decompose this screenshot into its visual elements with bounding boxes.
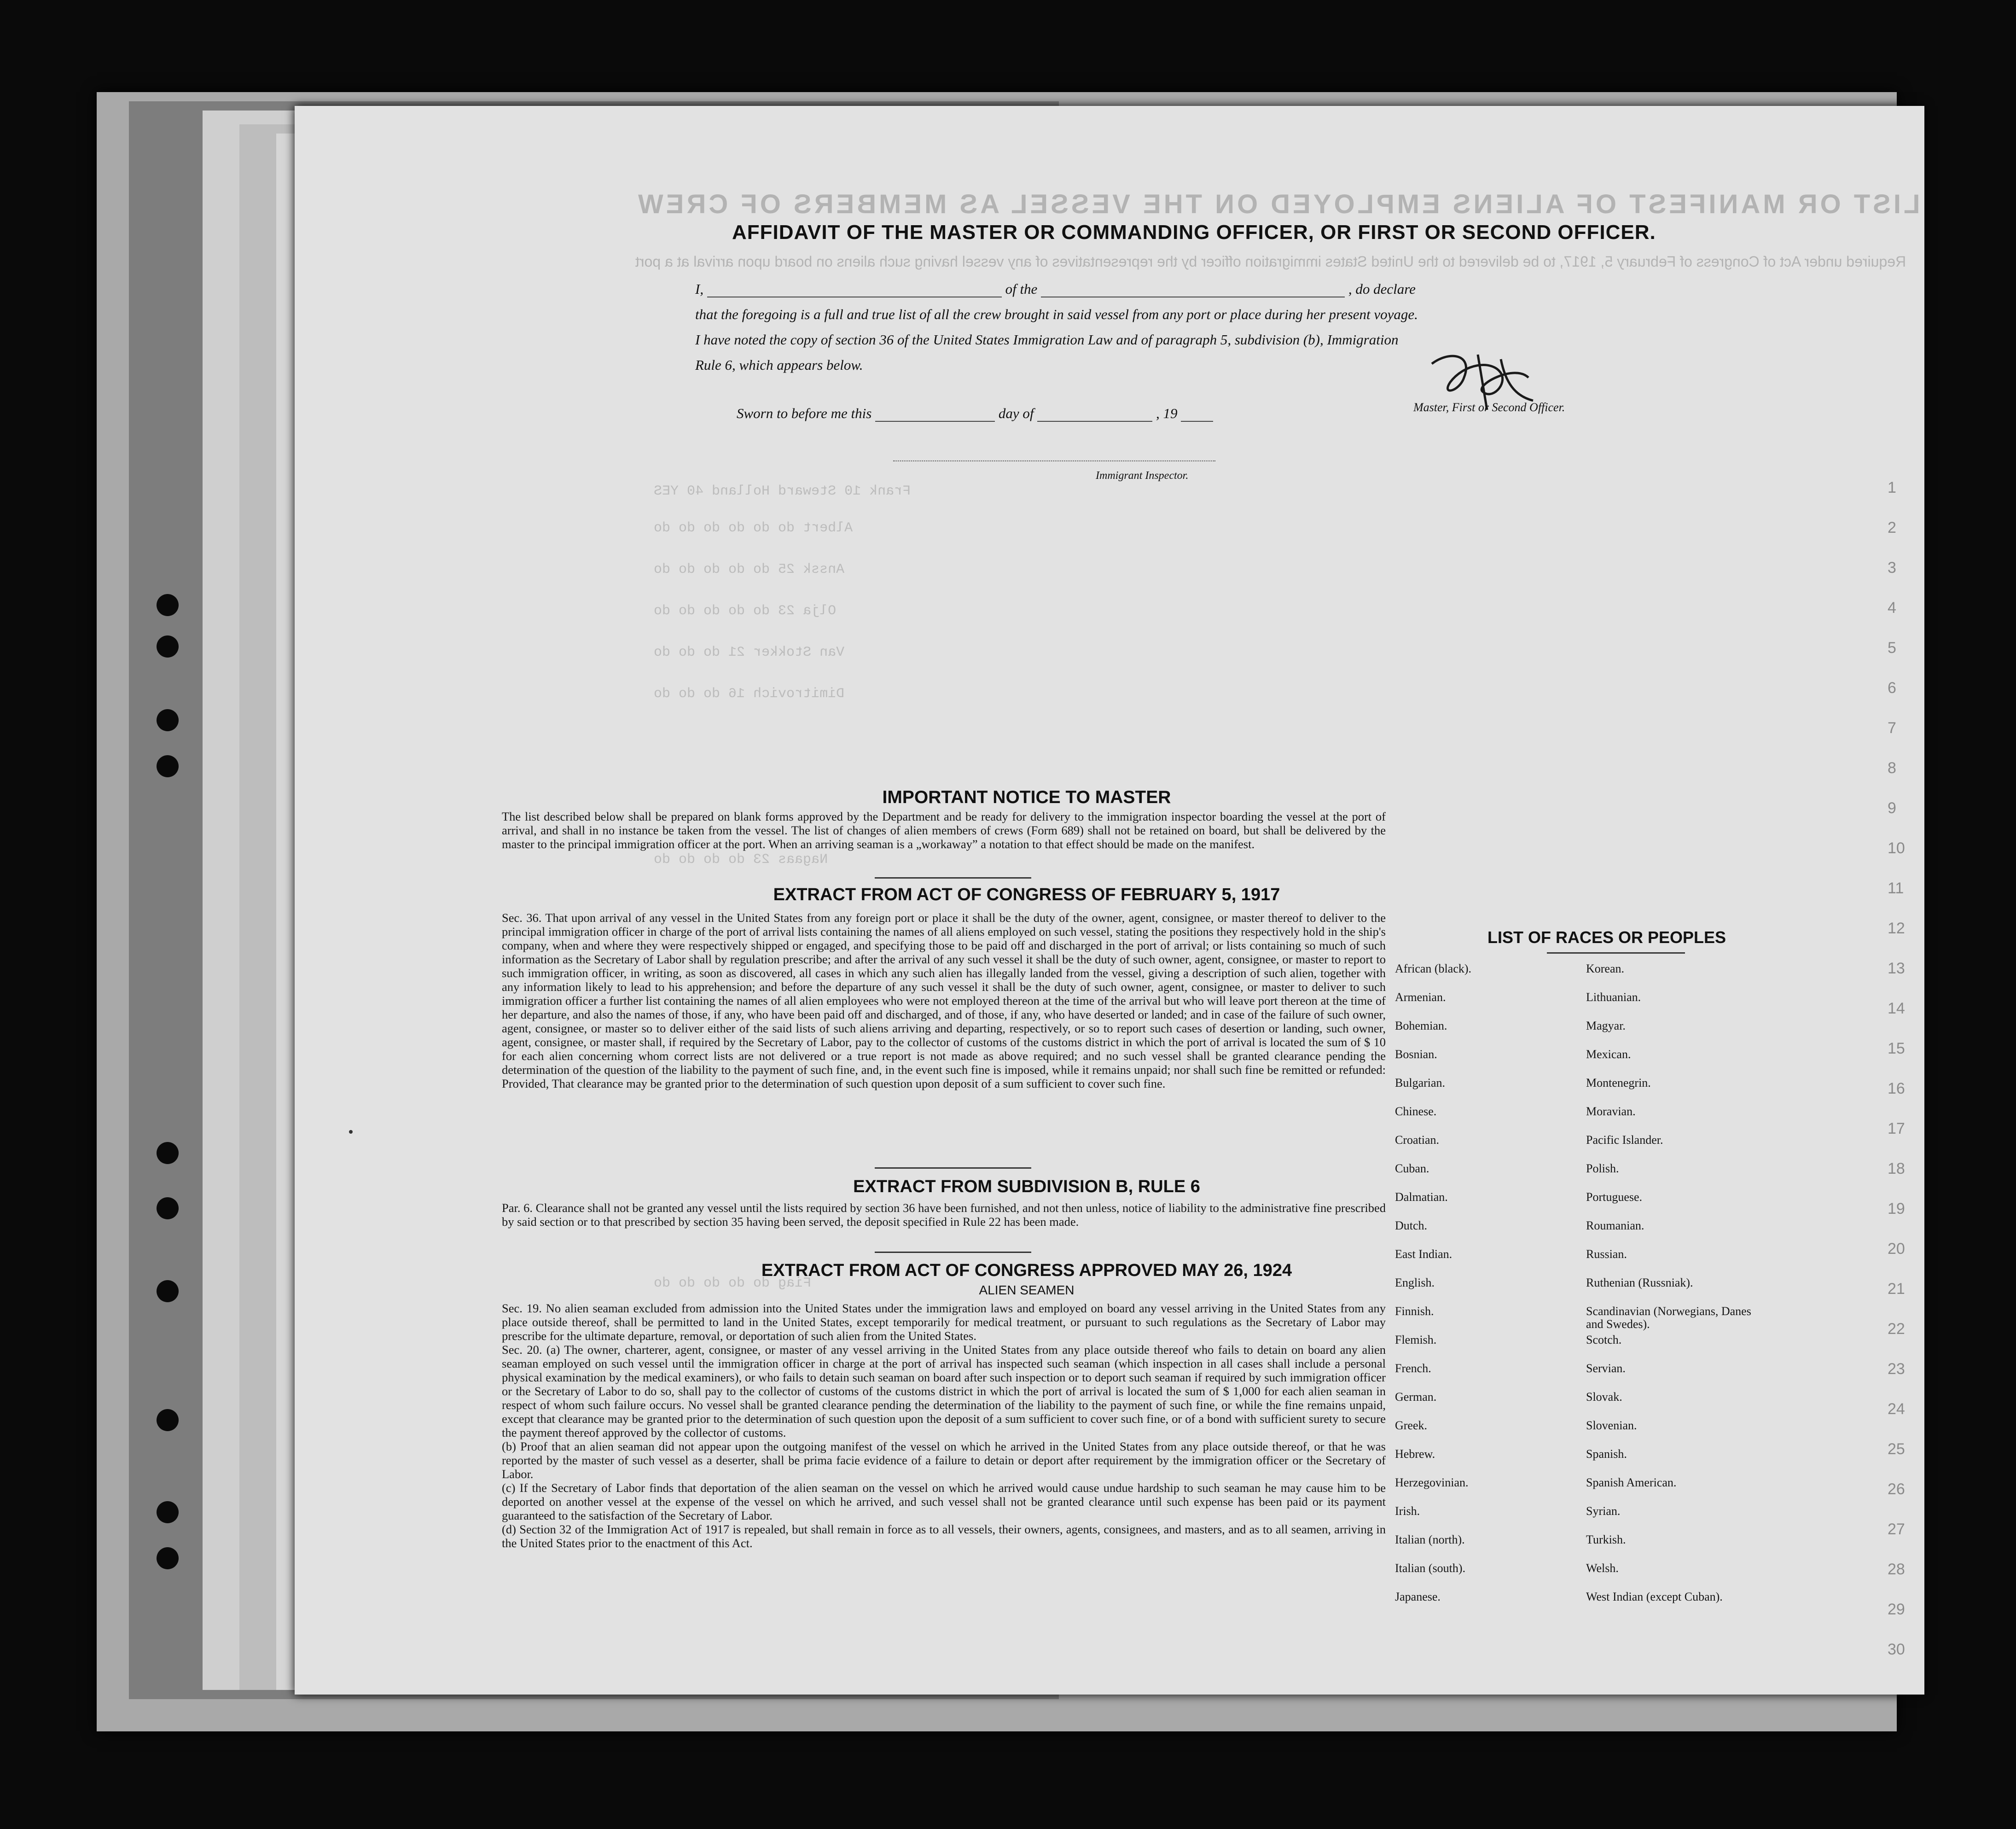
race-item: Herzegovinian. bbox=[1395, 1476, 1469, 1489]
row-number: 29 bbox=[1888, 1601, 1905, 1618]
row-number: 24 bbox=[1888, 1400, 1905, 1418]
document-page: LIST OR MANIFEST OF ALIENS EMPLOYED ON THE VESSEL AS MEMBERS OF CREW Required under Act of Congress of February 5, 1917, to be delivered to the United States immigration officer by the representatives of any vessel having such aliens on board upon arrival at a port Frank 10 Steward Holland 40 YES Albert do do do do do do Anssk 25 do do do do do Olja 23 do do do do do Van Stokker 21 do do do Dimitrovich 16 do do do Nagaas 23 do do do do Fiag do do do do do 1 2 3 4 5 6 7 8 9 10 11 12 13 14 15 16 17 18 19 20 21 22 23 24 25 26 27 28 29 30 AFFIDAVIT OF THE MASTER OR COMMANDING OFFICER, OR FIRST OR SECOND OFFICER. I, of the , do declare that the foregoing is a full and true list of all the crew brought in said vessel from any port or place during her present voyage. I have noted the copy of section 36 of the United States Immigration Law and of paragraph 5, subdivision (b), Immigration Rule 6, which appears below. Sworn to before me this day of , 19 Master, First or Second Officer. Immigrant Inspector. IMPORTANT NOTICE TO MASTER The list described below shall be prepared on blank forms approved by the Department and be ready for delivery to the immigration inspector boarding the vessel at the port of arrival, and shall in no instance be taken from the vessel. The list of changes of alien members of crews (Form 689) shall not be retained on board, but shall be delivered by the master to the principal immigration officer at the port. When an arriving seaman is a „workaway” a notation to that effect should be made on the manifest. EXTRACT FROM ACT OF CONGRESS OF FEBRUARY 5, 1917 Sec. 36. That upon arrival of any vessel in the United States from any foreign port or place it shall be the duty of the owner, agent, consignee, or master thereof to deliver to the principal immigration officer in charge of the port of arrival lists containing the names of all aliens employed on such vessel, stating the positions they respectively hold in the ship's company, when and where they were respectively shipped or engaged, and specifying those to be paid off and discharged in the port of arrival; or lists containing so much of such information as the Secretary of Labor shall by regulation prescribe; and after the arrival of any such vessel it shall be the duty of such owner, agent, consignee, or master to report to such immigration officer, in writing, as soon as discovered, all cases in which any such alien has illegally landed from the vessel, giving a description of such alien, together with any information likely to lead to his apprehension; and before the departure of any such vessel it shall be the duty of such owner, agent, consignee, or master to deliver to such immigration officer a further list containing the names of all alien employees who were not employed thereon at the time of the arrival but who will leave port thereon at the time of her departure, and also the names of those, if any, who have been paid off and discharged, and of those, if any, who have deserted or landed; and in case of the failure of such owner, agent, consignee, or master so to deliver either of the said lists of such aliens arriving and departing, respectively, or so to report such cases of desertion or landing, such owner, agent, consignee, or master shall, if required by the Secretary of Labor, pay to the collector of customs of the customs district in which the port of arrival is located the sum of $ 10 for each alien concerning whom correct lists are not delivered or a true report is not made as above required; and no such vessel shall be granted clearance pending the determination of the question of the liability to the payment of such fine, and, in the event such fine is imposed, while it remains unpaid; nor shall such fine be remitted or refunded: Provided, That clearance may be granted prior to the determination of such question upon deposit of a sum sufficient to cover such fine. EXTRACT FROM SUBDIVISION B, RULE 6 Par. 6. Clearance shall not be granted any vessel until the lists required by section 36 have been furnished, and not then unless, notice of liability to the administrative fine prescribed by said section or to that prescribed by section 35 having been served, the deposit specified in Rule 22 has been made. EXTRACT FROM ACT OF CONGRESS APPROVED MAY 26, 1924 ALIEN SEAMEN Sec. 19. No alien seaman excluded from admission into the United States under the immigration laws and employed on board any vessel arriving in the United States from any place outside thereof, shall be permitted to land in the United States, except temporarily for medical treatment, or pursuant to such regulations as the Secretary of Labor may prescribe for the ultimate departure, removal, or deportation of such alien from the United States. Sec. 20. (a) The owner, charterer, agent, consignee, or master of any vessel arriving in the United States from any place outside thereof who fails to detain on board any alien seaman employed on such vessel until the immigration officer in charge at the port of arrival has inspected such seaman (which inspection in all cases shall include a personal physical examination by the medical examiners), or who fails to detain such seaman on board after such inspection or to deport such seaman if required by such immigration officer or the Secretary of Labor to do so, shall pay to the collector of customs of the customs district in which the port of arrival is located the sum of $ 1,000 for each alien seaman in respect of whom such failure occurs. No vessel shall be granted clearance pending the determination of the liability to the payment of such fine, or while the fine remains unpaid, except that clearance may be granted prior to the determination of such question upon the deposit of a sum sufficient to cover such fine, or of a bond with sufficient surety to secure the payment thereof approved by the collector of customs. (b) Proof that an alien seaman did not appear upon the outgoing manifest of the vessel on which he arrived in the United States from any place outside thereof, or that he was reported by the master of such vessel as a deserter, shall be prima facie evidence of a failure to detain or deport after requirement by the immigration officer or the Secretary of Labor. (c) If the Secretary of Labor finds that deportation of the alien seaman on the vessel on which he arrived would cause undue hardship to such seaman he may cause him to be deported on another vessel at the expense of the vessel on which he arrived, and such vessel shall not be granted clearance until such expense has been paid or its payment guaranteed to the satisfaction of the Secretary of Labor. (d) Section 32 of the Immigration Act of 1917 is repealed, but shall remain in force as to all vessels, their owners, agents, consignees, and masters, and as to all seamen, arriving in the United States prior to the enactment of this Act. LIST OF RACES OR PEOPLES African (black). Armenian. Bohemian. Bosnian. Bulgarian. Chinese. Croatian. Cuban. Dalmatian. Dutch. East Indian. English. Finnish. Flemish. French. German. Greek. Hebrew. Herzegovinian. Irish. Italian (north). Italian (south). Japanese. Korean. Lithuanian. Magyar. Mexican. Montenegrin. Moravian. Pacific Islander. Polish. Portuguese. Roumanian. Russian. Ruthenian (Russniak). Scandinavian (Norwegians, Danes and Swedes). Scotch. Servian. Slovak. Slovenian. Spanish. Spanish American. Syrian. Turkish. Welsh. West Indian (except Cuban). bbox=[295, 106, 1924, 1695]
punch-hole bbox=[157, 594, 179, 616]
affidavit-declare: , do declare bbox=[1348, 281, 1416, 297]
row-number: 3 bbox=[1888, 559, 1896, 577]
race-item: Chinese. bbox=[1395, 1105, 1437, 1118]
sworn-prefix: Sworn to before me this bbox=[737, 405, 872, 421]
row-number: 15 bbox=[1888, 1040, 1905, 1057]
affidavit-line-3: I have noted the copy of section 36 of the United States Immigration Law and of paragraph 5, subdivision (b), Immigration bbox=[695, 332, 1399, 348]
year-blank[interactable] bbox=[1181, 421, 1213, 422]
race-item: Flemish. bbox=[1395, 1333, 1437, 1346]
notice-title: IMPORTANT NOTICE TO MASTER bbox=[882, 787, 1171, 807]
race-item: Moravian. bbox=[1586, 1105, 1636, 1118]
row-number: 9 bbox=[1888, 799, 1896, 817]
row-number: 26 bbox=[1888, 1480, 1905, 1498]
extract-1924-title: EXTRACT FROM ACT OF CONGRESS APPROVED MAY 26, 1924 bbox=[761, 1261, 1292, 1280]
race-item: Pacific Islander. bbox=[1586, 1133, 1663, 1147]
row-number: 25 bbox=[1888, 1440, 1905, 1458]
row-number: 1 bbox=[1888, 479, 1896, 496]
race-item: Croatian. bbox=[1395, 1133, 1440, 1147]
punch-hole bbox=[157, 709, 179, 731]
row-number: 16 bbox=[1888, 1080, 1905, 1097]
punch-hole bbox=[157, 1409, 179, 1431]
race-item: Scotch. bbox=[1586, 1333, 1622, 1346]
race-item: Welsh. bbox=[1586, 1561, 1619, 1575]
race-item: Polish. bbox=[1586, 1162, 1619, 1175]
sec-20a: Sec. 20. (a) The owner, charterer, agent, consignee, or master of any vessel arriving in the United States from any place outside thereof who fails to detain on board any alien seaman employed on such vessel until the immigration officer in charge at the port of arrival has inspected such seaman (which inspection in all cases shall include a personal physical examination by the medical examiners), or who fails to detain such seaman on board after such inspection or to deport such seaman if required by such immigration officer or the Secretary of Labor to do so, shall pay to the collector of customs of the customs district in which the port of arrival is located the sum of $ 1,000 for each alien seaman in respect of whom such failure occurs. No vessel shall be granted clearance pending the determination of the liability to the payment of such fine, or while the fine remains unpaid, except that clearance may be granted prior to the determination of such question upon the deposit of a sum sufficient to cover such fine, or of a bond with sufficient surety to secure the payment thereof approved by the collector of customs. bbox=[502, 1343, 1386, 1439]
row-number: 28 bbox=[1888, 1561, 1905, 1578]
race-item: Turkish. bbox=[1586, 1533, 1626, 1546]
divider bbox=[875, 1252, 1031, 1253]
race-item: Lithuanian. bbox=[1586, 990, 1641, 1004]
row-number: 22 bbox=[1888, 1320, 1905, 1338]
race-item: Bosnian. bbox=[1395, 1048, 1437, 1061]
race-item: Bohemian. bbox=[1395, 1019, 1447, 1032]
extract-1924-body bbox=[502, 1301, 1386, 1550]
row-number: 27 bbox=[1888, 1520, 1905, 1538]
sec-20d: (d) Section 32 of the Immigration Act of 1917 is repealed, but shall remain in force as to all vessels, their owners, agents, consignees, and masters, and as to all seamen, arriving in the United States prior to the enactment of this Act. bbox=[502, 1522, 1386, 1550]
race-item: Korean. bbox=[1586, 962, 1625, 975]
row-number: 7 bbox=[1888, 719, 1896, 737]
race-item: Dutch. bbox=[1395, 1219, 1428, 1232]
punch-hole bbox=[157, 1197, 179, 1219]
race-item: Irish. bbox=[1395, 1504, 1420, 1518]
race-item: Syrian. bbox=[1586, 1504, 1621, 1518]
race-item: Slovak. bbox=[1586, 1390, 1622, 1404]
divider bbox=[875, 877, 1031, 879]
sec-20b: (b) Proof that an alien seaman did not appear upon the outgoing manifest of the vessel on which he arrived in the United States from any place outside thereof, or that he was reported by the master of such vessel as a deserter, shall be prima facie evidence of a failure to detain or deport after requirement by the immigration officer or the Secretary of Labor. bbox=[502, 1439, 1386, 1481]
row-number: 6 bbox=[1888, 679, 1896, 697]
race-item: Italian (north). bbox=[1395, 1533, 1465, 1546]
race-item: Spanish American. bbox=[1586, 1476, 1677, 1489]
divider bbox=[1547, 952, 1685, 954]
race-item: Italian (south). bbox=[1395, 1561, 1466, 1575]
row-number: 4 bbox=[1888, 599, 1896, 617]
row-number: 20 bbox=[1888, 1240, 1905, 1258]
month-blank[interactable] bbox=[1037, 421, 1152, 422]
race-item: East Indian. bbox=[1395, 1247, 1452, 1261]
day-blank[interactable] bbox=[875, 421, 995, 422]
row-number: 14 bbox=[1888, 1000, 1905, 1017]
affidavit-title: AFFIDAVIT OF THE MASTER OR COMMANDING OFFICER, OR FIRST OR SECOND OFFICER. bbox=[732, 221, 1656, 244]
sec-20c: (c) If the Secretary of Labor finds that deportation of the alien seaman on the vessel on which he arrived would cause undue hardship to such seaman he may cause him to be deported on another vessel at the expense of the vessel on which he arrived, and such vessel shall not be granted clearance until such expense has been paid or its payment guaranteed to the satisfaction of the Secretary of Labor. bbox=[502, 1481, 1386, 1522]
punch-hole bbox=[157, 1501, 179, 1523]
extract-1924-subtitle: ALIEN SEAMEN bbox=[979, 1283, 1075, 1297]
race-item: Slovenian. bbox=[1586, 1419, 1637, 1432]
affidavit-of-the: of the bbox=[1005, 281, 1038, 297]
race-item: Hebrew. bbox=[1395, 1447, 1435, 1461]
row-number: 2 bbox=[1888, 519, 1896, 536]
extract-rule6-title: EXTRACT FROM SUBDIVISION B, RULE 6 bbox=[853, 1177, 1200, 1196]
race-item: Scandinavian (Norwegians, Danes and Swedes). bbox=[1586, 1305, 1751, 1331]
row-number: 18 bbox=[1888, 1160, 1905, 1177]
race-item: Ruthenian (Russniak). bbox=[1586, 1276, 1693, 1289]
row-number: 13 bbox=[1888, 960, 1905, 977]
row-number: 23 bbox=[1888, 1360, 1905, 1378]
divider bbox=[875, 1167, 1031, 1169]
row-number: 11 bbox=[1888, 880, 1904, 897]
extract-1917-body: Sec. 36. That upon arrival of any vessel in the United States from any foreign port or place it shall be the duty of the owner, agent, consignee, or master thereof to deliver to the principal immigration officer in charge of the port of arrival lists containing the names of all aliens employed on such vessel, stating the positions they respectively hold in the ship's company, when and where they were respectively shipped or engaged, and specifying those to be paid off and discharged in the port of arrival; or lists containing so much of such information as the Secretary of Labor shall by regulation prescribe; and after the arrival of any such vessel it shall be the duty of such owner, agent, consignee, or master to report to such immigration officer, in writing, as soon as discovered, all cases in which any such alien has illegally landed from the vessel, giving a description of such alien, together with any information likely to lead to his apprehension; and before the departure of any such vessel it shall be the duty of such owner, agent, consignee, or master to deliver to such immigration officer a further list containing the names of all alien employees who were not employed thereon at the time of the arrival but who will leave port thereon at the time of her departure, and also the names of those, if any, who have been paid off and discharged, and of those, if any, who have deserted or landed; and in case of the failure of such owner, agent, consignee, or master so to deliver either of the said lists of such aliens arriving and departing, respectively, or so to report such cases of desertion or landing, such owner, agent, consignee, or master shall, if required by the Secretary of Labor, pay to the collector of customs of the customs district in which the port of arrival is located the sum of $ 10 for each alien concerning whom correct lists are not delivered or a true report is not made as above required; and no such vessel shall be granted clearance pending the determination of the question of the liability to the payment of such fine, and, in the event such fine is imposed, while it remains unpaid; nor shall such fine be remitted or refunded: Provided, That clearance may be granted prior to the determination of such question upon deposit of a sum sufficient to cover such fine. bbox=[502, 911, 1386, 1090]
punch-hole bbox=[157, 1547, 179, 1569]
sworn-line bbox=[737, 405, 1213, 422]
notice-body: The list described below shall be prepared on blank forms approved by the Department and be ready for delivery to the immigration inspector boarding the vessel at the port of arrival, and shall in no instance be taken from the vessel. The list of changes of alien members of crews (Form 689) shall not be retained on board, but shall be delivered by the master to the principal immigration officer at the port. When an arriving seaman is a „workaway” a notation to that effect should be made on the manifest. bbox=[502, 810, 1386, 851]
affidavit-line-2: that the foregoing is a full and true list of all the crew brought in said vessel from any port or place during her present voyage. bbox=[695, 306, 1418, 322]
sworn-day: day of bbox=[998, 405, 1034, 421]
bleed-through-title: LIST OR MANIFEST OF ALIENS EMPLOYED ON THE VESSEL AS MEMBERS OF CREW bbox=[635, 189, 1920, 219]
race-item: Montenegrin. bbox=[1586, 1076, 1651, 1089]
race-item: Portuguese. bbox=[1586, 1190, 1643, 1204]
row-number: 30 bbox=[1888, 1641, 1905, 1658]
race-item: Finnish. bbox=[1395, 1305, 1434, 1318]
inspector-label: Immigrant Inspector. bbox=[1096, 470, 1189, 482]
race-item: Dalmatian. bbox=[1395, 1190, 1448, 1204]
extract-rule6-body: Par. 6. Clearance shall not be granted any vessel until the lists required by section 36 have been furnished, and not then unless, notice of liability to the administrative fine prescribed by said section or to that prescribed by section 35 having been served, the deposit specified in Rule 22 has been made. bbox=[502, 1201, 1386, 1229]
race-item: English. bbox=[1395, 1276, 1435, 1289]
races-title: LIST OF RACES OR PEOPLES bbox=[1487, 928, 1726, 947]
race-item: Cuban. bbox=[1395, 1162, 1429, 1175]
affidavit-line-4: Rule 6, which appears below. bbox=[695, 357, 863, 373]
master-label: Master, First or Second Officer. bbox=[1413, 401, 1565, 414]
sec-19: Sec. 19. No alien seaman excluded from admission into the United States under the immigration laws and employed on board any vessel arriving in the United States from any place outside thereof, shall be permitted to land in the United States, except temporarily for medical treatment, or pursuant to such regulations as the Secretary of Labor may prescribe for the ultimate departure, removal, or deportation of such alien from the United States. bbox=[502, 1301, 1386, 1343]
race-item: African (black). bbox=[1395, 962, 1472, 975]
extract-1917-title: EXTRACT FROM ACT OF CONGRESS OF FEBRUARY 5, 1917 bbox=[773, 885, 1280, 904]
affidavit-i: I, bbox=[695, 281, 704, 297]
race-item: Roumanian. bbox=[1586, 1219, 1644, 1232]
race-item: Russian. bbox=[1586, 1247, 1627, 1261]
race-item: Servian. bbox=[1586, 1362, 1626, 1375]
inspector-signature-line[interactable] bbox=[893, 460, 1215, 461]
ink-dot bbox=[349, 1130, 353, 1134]
race-item: Bulgarian. bbox=[1395, 1076, 1446, 1089]
bleed-through-subtitle: Required under Act of Congress of February 5, 1917, to be delivered to the United States immigration officer by the representatives of any vessel having such aliens on board upon arrival at a port bbox=[635, 253, 1906, 270]
row-number: 19 bbox=[1888, 1200, 1905, 1217]
race-item: Mexican. bbox=[1586, 1048, 1631, 1061]
race-item: Armenian. bbox=[1395, 990, 1446, 1004]
race-item: Magyar. bbox=[1586, 1019, 1626, 1032]
row-number: 8 bbox=[1888, 759, 1896, 777]
race-item: French. bbox=[1395, 1362, 1431, 1375]
punch-hole bbox=[157, 1280, 179, 1302]
affidavit-line-1 bbox=[695, 281, 1416, 297]
race-item: West Indian (except Cuban). bbox=[1586, 1590, 1723, 1603]
row-number: 17 bbox=[1888, 1120, 1905, 1137]
race-item: Greek. bbox=[1395, 1419, 1428, 1432]
punch-hole bbox=[157, 635, 179, 658]
race-item: Spanish. bbox=[1586, 1447, 1627, 1461]
race-item: German. bbox=[1395, 1390, 1437, 1404]
punch-hole bbox=[157, 1142, 179, 1164]
row-number: 21 bbox=[1888, 1280, 1905, 1298]
race-item: Japanese. bbox=[1395, 1590, 1441, 1603]
row-number: 5 bbox=[1888, 639, 1896, 657]
punch-hole bbox=[157, 755, 179, 777]
row-number: 12 bbox=[1888, 920, 1905, 937]
row-number: 10 bbox=[1888, 839, 1905, 857]
sworn-year: , 19 bbox=[1156, 405, 1178, 421]
